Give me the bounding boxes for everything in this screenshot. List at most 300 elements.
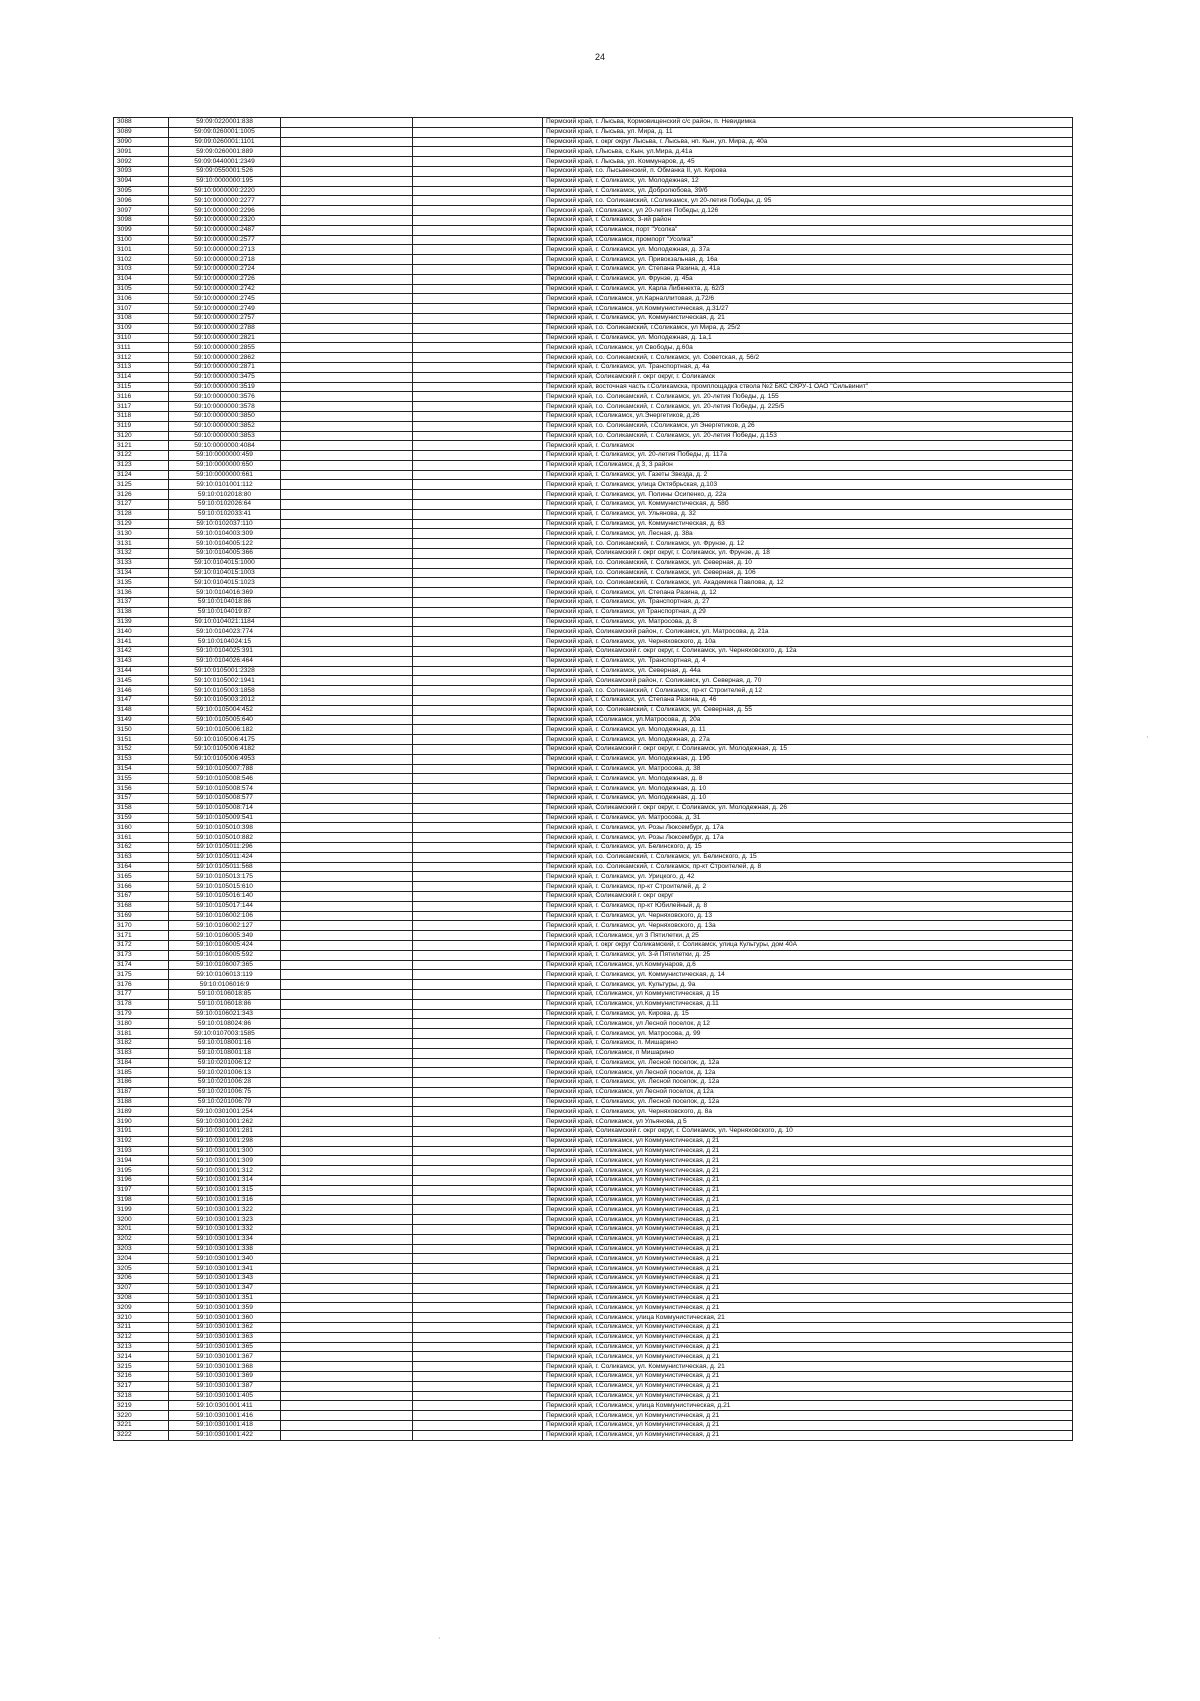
cadastral-number-cell: 59:10:0201006:28 (169, 1078, 281, 1088)
empty-cell (413, 1342, 543, 1352)
cadastral-number-cell: 59:10:0105006:4175 (169, 735, 281, 745)
empty-cell (281, 421, 413, 431)
table-row (114, 539, 1073, 549)
empty-cell (281, 764, 413, 774)
empty-cell (281, 578, 413, 588)
cadastral-number-cell: 59:10:0000000:2749 (169, 304, 281, 314)
table-row (114, 891, 1073, 901)
empty-cell (281, 1205, 413, 1215)
empty-cell (413, 813, 543, 823)
row-number-cell: 3178 (114, 999, 169, 1009)
row-number-cell: 3172 (114, 940, 169, 950)
table-row (114, 627, 1073, 637)
row-number-cell: 3164 (114, 862, 169, 872)
address-cell: Пермский край, г. Лысьва, ул. Мира, д. 11 (543, 127, 1073, 137)
cadastral-number-cell: 59:10:0301001:315 (169, 1185, 281, 1195)
table-row (114, 549, 1073, 559)
row-number-cell: 3118 (114, 411, 169, 421)
address-cell: Пермский край, г. Соликамск, ул. Коммунистическая, д. 58б (543, 500, 1073, 510)
table-row (114, 157, 1073, 167)
address-cell: Пермский край, г. Соликамск, ул. Черняховского, д. 13 (543, 911, 1073, 921)
empty-cell (413, 891, 543, 901)
empty-cell (281, 1352, 413, 1362)
row-number-cell: 3109 (114, 323, 169, 333)
table-row (114, 637, 1073, 647)
empty-cell (281, 460, 413, 470)
row-number-cell: 3195 (114, 1166, 169, 1176)
cadastral-number-cell: 59:10:0105006:4953 (169, 754, 281, 764)
cadastral-number-cell: 59:10:0105017:144 (169, 901, 281, 911)
table-row (114, 1097, 1073, 1107)
row-number-cell: 3159 (114, 813, 169, 823)
address-cell: Пермский край, г. Соликамск, ул. Культуры, д. 9а (543, 980, 1073, 990)
empty-cell (281, 784, 413, 794)
cadastral-number-cell: 59:10:0000000:459 (169, 451, 281, 461)
empty-cell (281, 1215, 413, 1225)
empty-cell (281, 1127, 413, 1137)
row-number-cell: 3093 (114, 166, 169, 176)
row-number-cell: 3181 (114, 1029, 169, 1039)
address-cell: Пермский край, г. Соликамск, пр-кт Строителей, д. 2 (543, 882, 1073, 892)
address-cell: Пермский край, г. Соликамск, ул. Матросова, д. 8 (543, 617, 1073, 627)
row-number-cell: 3148 (114, 705, 169, 715)
cadastral-number-cell: 59:10:0301001:359 (169, 1303, 281, 1313)
empty-cell (281, 382, 413, 392)
empty-cell (413, 617, 543, 627)
row-number-cell: 3214 (114, 1352, 169, 1362)
address-cell: Пермский край, г.Соликамск, ул Коммунистическая, д 21 (543, 1215, 1073, 1225)
cadastral-number-cell: 59:10:0101001:112 (169, 480, 281, 490)
empty-cell (281, 1068, 413, 1078)
cadastral-number-cell: 59:10:0104015:1003 (169, 568, 281, 578)
empty-cell (281, 911, 413, 921)
empty-cell (281, 813, 413, 823)
empty-cell (281, 264, 413, 274)
empty-cell (281, 686, 413, 696)
empty-cell (281, 509, 413, 519)
address-cell: Пермский край, г.Соликамск, ул Коммунистическая, д 21 (543, 1156, 1073, 1166)
address-cell: Пермский край, Соликамский район, г. Соликамск, ул. Матросова, д. 21а (543, 627, 1073, 637)
empty-cell (413, 549, 543, 559)
empty-cell (413, 1087, 543, 1097)
cadastral-number-cell: 59:10:0105008:546 (169, 774, 281, 784)
empty-cell (281, 500, 413, 510)
cadastral-number-cell: 59:10:0105006:4182 (169, 745, 281, 755)
cadastral-number-cell: 59:10:0106016:9 (169, 980, 281, 990)
table-row (114, 793, 1073, 803)
empty-cell (281, 793, 413, 803)
row-number-cell: 3096 (114, 196, 169, 206)
row-number-cell: 3140 (114, 627, 169, 637)
empty-cell (413, 803, 543, 813)
empty-cell (281, 274, 413, 284)
address-cell: Пермский край, г. Лысьва, ул. Коммунаров, д. 45 (543, 157, 1073, 167)
row-number-cell: 3104 (114, 274, 169, 284)
address-cell: Пермский край, г.о. Соликамский, г. Соликамск, ул. Советская, д. 56/2 (543, 353, 1073, 363)
cadastral-number-cell: 59:10:0105009:541 (169, 813, 281, 823)
empty-cell (281, 588, 413, 598)
row-number-cell: 3133 (114, 558, 169, 568)
cadastral-number-cell: 59:10:0102018:80 (169, 490, 281, 500)
table-row (114, 970, 1073, 980)
empty-cell (281, 392, 413, 402)
empty-cell (413, 578, 543, 588)
cadastral-number-cell: 59:10:0301001:347 (169, 1283, 281, 1293)
cadastral-number-cell: 59:10:0105008:574 (169, 784, 281, 794)
cadastral-number-cell: 59:10:0201006:12 (169, 1058, 281, 1068)
row-number-cell: 3196 (114, 1176, 169, 1186)
cadastral-number-cell: 59:10:0201006:75 (169, 1087, 281, 1097)
empty-cell (413, 656, 543, 666)
address-cell: Пермский край, г. окрг округ Лысьва, г. Лысьва, нп. Кын, ул. Мира, д. 40а (543, 137, 1073, 147)
table-row (114, 1087, 1073, 1097)
empty-cell (413, 264, 543, 274)
empty-cell (413, 999, 543, 1009)
address-cell: Пермский край, г.Соликамск, ул Коммунистическая, д 21 (543, 1342, 1073, 1352)
row-number-cell: 3176 (114, 980, 169, 990)
empty-cell (281, 157, 413, 167)
row-number-cell: 3184 (114, 1058, 169, 1068)
row-number-cell: 3102 (114, 255, 169, 265)
empty-cell (281, 1078, 413, 1088)
address-cell: Пермский край, г. Соликамск, улица Октябрьская, д.103 (543, 480, 1073, 490)
cadastral-number-cell: 59:10:0105001:2328 (169, 666, 281, 676)
address-cell: Пермский край, г.Соликамск, ул Коммунистическая, д 21 (543, 1420, 1073, 1430)
table-row (114, 676, 1073, 686)
empty-cell (413, 1117, 543, 1127)
cadastral-number-cell: 59:10:0301001:322 (169, 1205, 281, 1215)
table-row (114, 1342, 1073, 1352)
empty-cell (413, 676, 543, 686)
table-row (114, 940, 1073, 950)
table-row (114, 1420, 1073, 1430)
cadastral-number-cell: 59:10:0104026:464 (169, 656, 281, 666)
empty-cell (413, 392, 543, 402)
cadastral-number-cell: 59:10:0104016:369 (169, 588, 281, 598)
empty-cell (281, 774, 413, 784)
cadastral-number-cell: 59:10:0000000:3852 (169, 421, 281, 431)
row-number-cell: 3170 (114, 921, 169, 931)
table-row (114, 372, 1073, 382)
cadastral-number-cell: 59:10:0106005:592 (169, 950, 281, 960)
empty-cell (413, 1019, 543, 1029)
row-number-cell: 3152 (114, 745, 169, 755)
row-number-cell: 3095 (114, 186, 169, 196)
empty-cell (413, 598, 543, 608)
address-cell: Пермский край, г. Соликамск, ул. Лесная, д. 38а (543, 529, 1073, 539)
cadastral-number-cell: 59:10:0301001:411 (169, 1401, 281, 1411)
table-row (114, 852, 1073, 862)
row-number-cell: 3124 (114, 470, 169, 480)
empty-cell (281, 1372, 413, 1382)
cadastral-number-cell: 59:10:0000000:2757 (169, 313, 281, 323)
empty-cell (413, 402, 543, 412)
empty-cell (413, 950, 543, 960)
address-cell: Пермский край, г. Соликамск, ул. Розы Люксембург, д. 17а (543, 823, 1073, 833)
empty-cell (413, 725, 543, 735)
empty-cell (413, 176, 543, 186)
empty-cell (413, 970, 543, 980)
empty-cell (413, 1411, 543, 1421)
address-cell: Пермский край, г. Лысьва, Кормовищенский с/с район, п. Невидимка (543, 118, 1073, 128)
cadastral-number-cell: 59:10:0000000:3578 (169, 402, 281, 412)
cadastral-number-cell: 59:10:0000000:195 (169, 176, 281, 186)
empty-cell (413, 1430, 543, 1440)
address-cell: Пермский край, г. Соликамск, 3-ий район (543, 215, 1073, 225)
empty-cell (413, 931, 543, 941)
empty-cell (413, 627, 543, 637)
address-cell: Пермский край, г. Соликамск, ул. Молодежная, д. 8 (543, 774, 1073, 784)
cadastral-number-cell: 59:10:0301001:262 (169, 1117, 281, 1127)
address-cell: Пермский край, г. Соликамск, ул. Коммунистическая, д. 63 (543, 519, 1073, 529)
empty-cell (413, 1205, 543, 1215)
empty-cell (413, 1078, 543, 1088)
table-row (114, 931, 1073, 941)
cadastral-number-cell: 59:10:0102033:41 (169, 509, 281, 519)
cadastral-number-cell: 59:10:0000000:3475 (169, 372, 281, 382)
cadastral-number-cell: 59:10:0106005:424 (169, 940, 281, 950)
table-row (114, 1411, 1073, 1421)
address-cell: Пермский край, г.Лысьва, с.Кын, ул.Мира, д.41а (543, 147, 1073, 157)
cadastral-number-cell: 59:10:0000000:3850 (169, 411, 281, 421)
empty-cell (413, 118, 543, 128)
cadastral-number-cell: 59:10:0301001:332 (169, 1225, 281, 1235)
empty-cell (281, 490, 413, 500)
row-number-cell: 3094 (114, 176, 169, 186)
empty-cell (413, 127, 543, 137)
address-cell: Пермский край, г.Соликамск, ул Лесной поселок, д. 12а (543, 1068, 1073, 1078)
row-number-cell: 3106 (114, 294, 169, 304)
empty-cell (413, 137, 543, 147)
address-cell: Пермский край, г. Соликамск, ул. Молодежная, д. 10 (543, 784, 1073, 794)
empty-cell (413, 500, 543, 510)
cadastral-number-cell: 59:10:0105006:182 (169, 725, 281, 735)
address-cell: Пермский край, г.Соликамск, ул Коммунистическая, д 21 (543, 1352, 1073, 1362)
empty-cell (281, 1430, 413, 1440)
empty-cell (413, 245, 543, 255)
table-row (114, 1107, 1073, 1117)
row-number-cell: 3185 (114, 1068, 169, 1078)
empty-cell (281, 529, 413, 539)
address-cell: Пермский край, г. Соликамск, ул. Молодежная, д. 27а (543, 735, 1073, 745)
cadastral-number-cell: 59:10:0301001:405 (169, 1391, 281, 1401)
row-number-cell: 3115 (114, 382, 169, 392)
address-cell: Пермский край, восточная часть г.Соликамска, промплощадка ствола №2 БКС СКРУ-1 ОАО "Сильвинит" (543, 382, 1073, 392)
empty-cell (281, 940, 413, 950)
cadastral-number-cell: 59:10:0301001:368 (169, 1362, 281, 1372)
table-row (114, 323, 1073, 333)
empty-cell (281, 872, 413, 882)
row-number-cell: 3154 (114, 764, 169, 774)
cadastral-number-cell: 59:09:0260001:1005 (169, 127, 281, 137)
table-row (114, 1019, 1073, 1029)
cadastral-number-cell: 59:10:0104018:86 (169, 598, 281, 608)
empty-cell (413, 480, 543, 490)
empty-cell (413, 872, 543, 882)
table-row (114, 392, 1073, 402)
empty-cell (413, 754, 543, 764)
table-row (114, 901, 1073, 911)
table-row (114, 1058, 1073, 1068)
row-number-cell: 3147 (114, 696, 169, 706)
cadastral-number-cell: 59:10:0105016:140 (169, 891, 281, 901)
empty-cell (413, 764, 543, 774)
table-row (114, 225, 1073, 235)
empty-cell (281, 823, 413, 833)
empty-cell (281, 127, 413, 137)
table-row (114, 1391, 1073, 1401)
address-cell: Пермский край, г. Соликамск, ул. Матросова, д. 99 (543, 1029, 1073, 1039)
empty-cell (281, 637, 413, 647)
row-number-cell: 3168 (114, 901, 169, 911)
table-body (114, 118, 1073, 1441)
cadastral-number-cell: 59:10:0000000:2718 (169, 255, 281, 265)
cadastral-number-cell: 59:10:0301001:316 (169, 1195, 281, 1205)
empty-cell (281, 1381, 413, 1391)
cadastral-number-cell: 59:10:0000000:2855 (169, 343, 281, 353)
cadastral-number-cell: 59:10:0000000:3519 (169, 382, 281, 392)
cadastral-number-cell: 59:10:0104025:391 (169, 647, 281, 657)
table-row (114, 274, 1073, 284)
empty-cell (281, 1058, 413, 1068)
address-cell: Пермский край, г.Соликамск, ул Коммунистическая, д 21 (543, 1411, 1073, 1421)
table-row (114, 1205, 1073, 1215)
empty-cell (281, 1146, 413, 1156)
cadastral-number-cell: 59:10:0102037:110 (169, 519, 281, 529)
empty-cell (413, 921, 543, 931)
table-row (114, 1048, 1073, 1058)
address-cell: Пермский край, Соликамский район, г. Соликамск, ул. Северная, д. 70 (543, 676, 1073, 686)
empty-cell (281, 225, 413, 235)
table-row (114, 656, 1073, 666)
empty-cell (281, 1274, 413, 1284)
address-cell: Пермский край, г. Соликамск, ул. Транспортная, д. 4а (543, 362, 1073, 372)
row-number-cell: 3107 (114, 304, 169, 314)
empty-cell (281, 980, 413, 990)
row-number-cell: 3120 (114, 431, 169, 441)
cadastral-number-cell: 59:10:0301001:323 (169, 1215, 281, 1225)
row-number-cell: 3191 (114, 1127, 169, 1137)
empty-cell (413, 1146, 543, 1156)
empty-cell (281, 842, 413, 852)
address-cell: Пермский край, г.о. Соликамский, г. Соликамск, ул. Фрунзе, д. 12 (543, 539, 1073, 549)
empty-cell (413, 666, 543, 676)
empty-cell (413, 911, 543, 921)
empty-cell (413, 735, 543, 745)
table-row (114, 1176, 1073, 1186)
empty-cell (281, 451, 413, 461)
row-number-cell: 3206 (114, 1274, 169, 1284)
cadastral-number-cell: 59:10:0000000:2296 (169, 206, 281, 216)
cadastral-number-cell: 59:10:0104005:122 (169, 539, 281, 549)
cadastral-number-cell: 59:10:0108001:18 (169, 1048, 281, 1058)
address-cell: Пермский край, г.Соликамск, ул Коммунистическая, д 21 (543, 1332, 1073, 1342)
row-number-cell: 3222 (114, 1430, 169, 1440)
table-row (114, 333, 1073, 343)
empty-cell (281, 1342, 413, 1352)
address-cell: Пермский край, Соликамский г. окрг округ, г. Соликамск, ул. Фрунзе, д. 18 (543, 549, 1073, 559)
row-number-cell: 3217 (114, 1381, 169, 1391)
table-row (114, 451, 1073, 461)
row-number-cell: 3116 (114, 392, 169, 402)
empty-cell (413, 960, 543, 970)
table-row (114, 1293, 1073, 1303)
table-row (114, 1215, 1073, 1225)
cadastral-number-cell: 59:10:0104015:1000 (169, 558, 281, 568)
table-row (114, 705, 1073, 715)
table-row (114, 1136, 1073, 1146)
cadastral-number-cell: 59:10:0106018:85 (169, 989, 281, 999)
empty-cell (281, 647, 413, 657)
table-row (114, 833, 1073, 843)
address-cell: Пермский край, г. Соликамск, ул. Транспортная, д. 4 (543, 656, 1073, 666)
row-number-cell: 3111 (114, 343, 169, 353)
row-number-cell: 3201 (114, 1225, 169, 1235)
cadastral-number-cell: 59:10:0108024:86 (169, 1019, 281, 1029)
address-cell: Пермский край, г.о. Соликамский, г.Соликамск, ул 20-летия Победы, д. 95 (543, 196, 1073, 206)
table-row (114, 1195, 1073, 1205)
empty-cell (281, 147, 413, 157)
empty-cell (413, 1215, 543, 1225)
empty-cell (413, 1362, 543, 1372)
row-number-cell: 3165 (114, 872, 169, 882)
table-row (114, 842, 1073, 852)
cadastral-number-cell: 59:10:0000000:650 (169, 460, 281, 470)
empty-cell (413, 1176, 543, 1186)
empty-cell (413, 862, 543, 872)
table-row (114, 215, 1073, 225)
empty-cell (281, 294, 413, 304)
empty-cell (281, 989, 413, 999)
row-number-cell: 3091 (114, 147, 169, 157)
cadastral-number-cell: 59:10:0102026:64 (169, 500, 281, 510)
empty-cell (281, 754, 413, 764)
empty-cell (413, 186, 543, 196)
table-row (114, 1332, 1073, 1342)
address-cell: Пермский край, г.Соликамск, ул.Коммунистическая, д.11 (543, 999, 1073, 1009)
table-row (114, 1323, 1073, 1333)
address-cell: Пермский край, г. Соликамск, ул. Молодежная, д. 1а,1 (543, 333, 1073, 343)
empty-cell (413, 1029, 543, 1039)
empty-cell (413, 333, 543, 343)
empty-cell (281, 1097, 413, 1107)
address-cell: Пермский край, г. Соликамск, ул. 20-летия Победы, д. 117а (543, 451, 1073, 461)
empty-cell (413, 774, 543, 784)
cadastral-number-cell: 59:09:0260001:889 (169, 147, 281, 157)
empty-cell (281, 1185, 413, 1195)
cadastral-number-cell: 59:09:0260001:1101 (169, 137, 281, 147)
table-row (114, 519, 1073, 529)
empty-cell (281, 1136, 413, 1146)
empty-cell (413, 1283, 543, 1293)
table-row (114, 1430, 1073, 1440)
row-number-cell: 3200 (114, 1215, 169, 1225)
address-cell: Пермский край, г.Соликамск, п Мишарино (543, 1048, 1073, 1058)
address-cell: Пермский край, г.о. Соликамский, г.Соликамск, ул Энергетиков, д 26 (543, 421, 1073, 431)
empty-cell (281, 186, 413, 196)
row-number-cell: 3112 (114, 353, 169, 363)
empty-cell (281, 862, 413, 872)
address-cell: Пермский край, г.Соликамск, порт "Усолка" (543, 225, 1073, 235)
table-row (114, 460, 1073, 470)
address-cell: Пермский край, г.Соликамск, ул Коммунистическая, д 15 (543, 989, 1073, 999)
cadastral-number-cell: 59:10:0301001:418 (169, 1420, 281, 1430)
row-number-cell: 3131 (114, 539, 169, 549)
cadastral-number-cell: 59:10:0301001:340 (169, 1254, 281, 1264)
empty-cell (413, 1058, 543, 1068)
address-cell: Пермский край, г. Соликамск, ул. Фрунзе, д. 45а (543, 274, 1073, 284)
table-row (114, 558, 1073, 568)
